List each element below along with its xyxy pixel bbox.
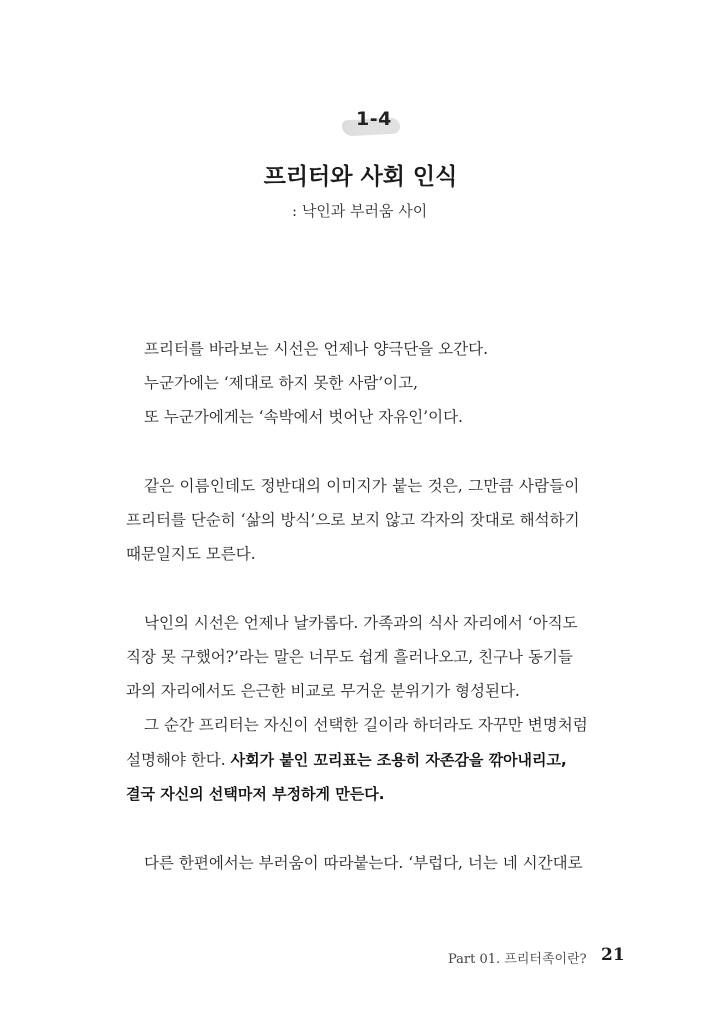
paragraph-2-line-3: 때문일지도 모른다. [126,545,256,563]
paragraph-3-line-5 [126,753,567,769]
running-footer: Part 01. 프리터족이란? [448,952,587,967]
paragraph-3-line-6-bold: 결국 자신의 선택마저 부정하게 만든다. [126,785,385,803]
paragraph-4-line-1: 다른 한편에서는 부러움이 따라붙는다. ‘부럽다, 너는 네 시간대로 [144,854,583,872]
paragraph-3-line-3: 과의 자리에서도 은근한 비교로 무거운 분위기가 형성된다. [126,682,520,700]
section-number: 1-4 [356,108,392,130]
paragraph-3-line-1: 낙인의 시선은 언제나 날카롭다. 가족과의 식사 자리에서 ‘아직도 [144,614,578,632]
paragraph-3-line-2: 직장 못 구했어?’라는 말은 너무도 쉽게 흘러나오고, 친구나 동기들 [126,648,573,666]
paragraph-1-line-2: 누군가에는 ‘제대로 하지 못한 사람’이고, [144,374,419,392]
chapter-subtitle: : 낙인과 부러움 사이 [292,202,428,220]
section-number-badge [342,108,402,136]
page-number: 21 [601,945,625,965]
paragraph-2-line-2: 프리터를 단순히 ‘삶의 방식’으로 보지 않고 각자의 잣대로 해석하기 [126,511,580,529]
paragraph-3-line-5-normal: 설명해야 한다. [126,751,231,769]
paragraph-1-line-1: 프리터를 바라보는 시선은 언제나 양극단을 오간다. [144,340,488,358]
chapter-title: 프리터와 사회 인식 [263,164,458,190]
paragraph-2-line-1: 같은 이름인데도 정반대의 이미지가 붙는 것은, 그만큼 사람들이 [144,477,580,495]
paragraph-1-line-3: 또 누군가에게는 ‘속박에서 벗어난 자유인’이다. [144,408,463,426]
paragraph-3-line-5-bold: 사회가 붙인 꼬리표는 조용히 자존감을 깎아내리고, [230,751,567,769]
paragraph-3-line-4: 그 순간 프리터는 자신이 선택한 길이라 하더라도 자꾸만 변명처럼 [144,716,588,734]
